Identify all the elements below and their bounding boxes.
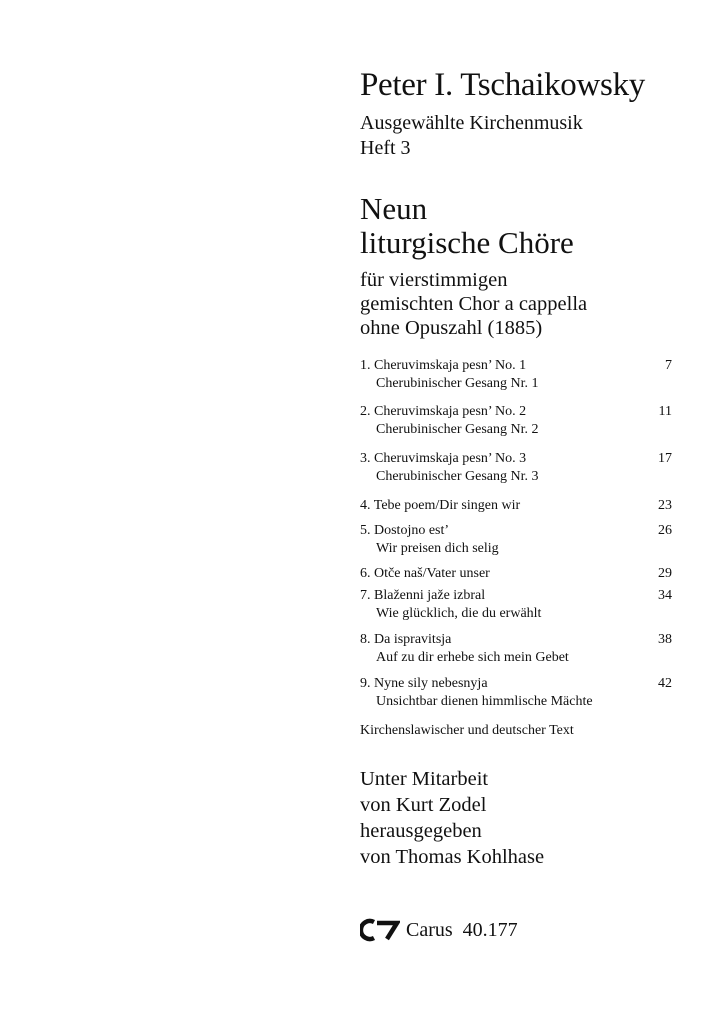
toc-item-subtitle: Cherubinischer Gesang Nr. 2: [376, 422, 539, 437]
toc-item-page: 26: [658, 523, 672, 538]
work-subtitle: [360, 268, 587, 340]
toc-item-title: 7. Blaženni jaže izbral: [360, 588, 486, 603]
toc-item-title: 9. Nyne sily nebesnyja: [360, 676, 488, 691]
toc-item-subtitle: Cherubinischer Gesang Nr. 3: [376, 469, 539, 484]
toc-item-page: 34: [658, 588, 672, 603]
toc-item-page: 29: [658, 566, 672, 581]
toc-item: [360, 565, 672, 587]
toc-item-subtitle: Wir preisen dich selig: [376, 541, 499, 556]
subtitle-line-3: ohne Opuszahl (1885): [360, 317, 543, 339]
toc-item-page: 38: [658, 632, 672, 647]
publisher-imprint: [360, 917, 518, 943]
toc-item: [360, 403, 672, 450]
toc-item-page: 17: [658, 451, 672, 466]
toc-item-page: 42: [658, 676, 672, 691]
toc-item: [360, 450, 672, 497]
table-of-contents: [360, 357, 672, 715]
toc-item-title: 6. Otče naš/Vater unser: [360, 566, 490, 581]
toc-item-page: 7: [665, 358, 672, 373]
toc-item-title: 3. Cheruvimskaja pesn’ No. 3: [360, 451, 527, 466]
language-note: Kirchenslawischer und deutscher Text: [360, 723, 574, 738]
credits-line-1: Unter Mitarbeit: [360, 768, 489, 790]
composer-name: Peter I. Tschaikowsky: [360, 67, 645, 103]
work-title-line-2: liturgische Chöre: [360, 225, 574, 260]
toc-item: [360, 357, 672, 403]
credits-line-3: herausgegeben: [360, 820, 482, 842]
toc-item-subtitle: Cherubinischer Gesang Nr. 1: [376, 376, 539, 391]
publisher-name: Carus: [406, 919, 453, 941]
toc-item-subtitle: Unsichtbar dienen himmlische Mächte: [376, 694, 593, 709]
toc-item-title: 5. Dostojno est’: [360, 523, 450, 538]
toc-item: [360, 631, 672, 675]
toc-item: [360, 522, 672, 565]
carus-logo-icon: [360, 918, 400, 942]
toc-item-title: 1. Cheruvimskaja pesn’ No. 1: [360, 358, 527, 373]
work-title: [360, 192, 574, 260]
credits-line-4: von Thomas Kohlhase: [360, 846, 545, 868]
toc-item-page: 23: [658, 498, 672, 513]
subtitle-line-1: für vierstimmigen: [360, 269, 508, 291]
toc-item-title: 4. Tebe poem/Dir singen wir: [360, 498, 521, 513]
toc-item-subtitle: Wie glücklich, die du erwählt: [376, 606, 542, 621]
toc-item: [360, 675, 672, 715]
catalog-number: 40.177: [462, 919, 518, 941]
toc-item-title: 8. Da ispravitsja: [360, 632, 452, 647]
subtitle-line-2: gemischten Chor a cappella: [360, 293, 588, 315]
toc-item-subtitle: Auf zu dir erhebe sich mein Gebet: [376, 650, 569, 665]
credits-line-2: von Kurt Zodel: [360, 794, 487, 816]
series-title: Ausgewählte Kirchenmusik: [360, 112, 583, 134]
toc-item-title: 2. Cheruvimskaja pesn’ No. 2: [360, 404, 527, 419]
toc-item: [360, 497, 672, 522]
credits: [360, 766, 544, 870]
work-title-line-1: Neun: [360, 191, 428, 226]
series-info: [360, 111, 583, 161]
toc-item: [360, 587, 672, 631]
toc-item-page: 11: [658, 404, 672, 419]
volume-number: Heft 3: [360, 137, 411, 159]
